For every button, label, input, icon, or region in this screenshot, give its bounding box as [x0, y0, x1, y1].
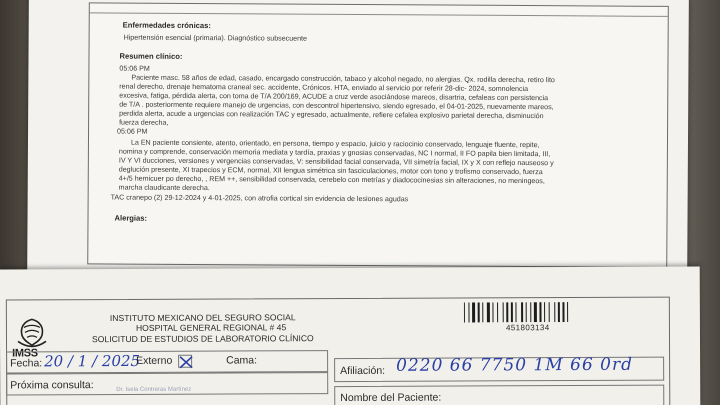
- barcode-bar: [478, 302, 480, 322]
- institution-name: INSTITUTO MEXICANO DEL SEGURO SOCIAL: [109, 312, 296, 324]
- barcode-bar: [492, 302, 493, 322]
- barcode-bar: [521, 302, 523, 322]
- proxima-consulta-label: Próxima consulta:: [10, 379, 94, 392]
- exam-line: marcha claudicante derecha.: [118, 183, 210, 193]
- barcode-bar: [511, 302, 513, 322]
- summary-line: Paciente masc. 58 años de edad, casado, encargado construcción, tabaco y alcohol negado, no alergias. Qx. rodilla derecha, retiro lito: [131, 73, 555, 85]
- lab-request-form: [0, 266, 700, 405]
- externo-label: Externo: [136, 354, 173, 367]
- imss-logo-text: IMSS: [12, 347, 38, 360]
- barcode-bar: [506, 302, 508, 322]
- exam-line: IV Y VI ducciones, versiones y vergencias conservadas, V: sensibilidad facial conservada, VII simetría facial, IX y X con reflejo nauseoso y: [118, 156, 554, 168]
- summary-line: de T/A . posteriormente requiere manejo de urgencias, con descontrol hipertensivo, siendo egresado, el 04-01-2025, nuevamente mareos,: [119, 100, 554, 112]
- exam-line: 4+/5 hemicuer po derecho, , REM ++, sensibilidad conservada, cerebelo con metrías y diadococinesias sin alteraciones, no meningeos,: [118, 174, 545, 186]
- barcode-bar: [549, 302, 550, 322]
- allergies-heading: Alergias:: [114, 213, 148, 223]
- form-title: SOLICITUD DE ESTUDIOS DE LABORATORIO CLÍNICO: [91, 333, 314, 345]
- barcode-number: 451803134: [505, 323, 550, 333]
- barcode-bar: [497, 302, 498, 322]
- barcode-bar: [472, 302, 475, 322]
- summary-heading: Resumen clínico:: [119, 51, 183, 61]
- cama-label: Cama:: [226, 354, 258, 367]
- afiliacion-value[interactable]: 0220 66 7750 1M 66 0rd: [396, 354, 634, 376]
- externo-checkbox[interactable]: [178, 355, 192, 368]
- barcode-bar: [539, 302, 541, 322]
- barcode: [464, 302, 586, 323]
- exam-line: La EN paciente consiente, atento, orientado, en persona, tiempo y espacio, juicio y raciocinio conservado, lenguaje fluente, repite,: [130, 138, 540, 150]
- time-stamp-2: 05:06 PM: [117, 127, 148, 136]
- exam-line: deglución presente, XI trapecios y ECM, normal, XII lengua simétrica sin fasciculaciones, motor con tono y trofismo conservado, fuerza: [118, 165, 543, 177]
- summary-line: fuerza derecha,: [119, 118, 169, 127]
- barcode-bar: [515, 302, 516, 322]
- barcode-bar: [567, 302, 568, 322]
- clinical-note-sheet: [27, 0, 689, 286]
- tac-line: TAC cranepo (2) 29-12-2024 y 4-01-2025, con atrofia cortical sin evidencia de lesiones agudas: [110, 193, 409, 204]
- afiliacion-label: Afiliación:: [340, 364, 386, 378]
- doctor-stamp: Dr. Isela Contreras Martínez: [116, 386, 192, 394]
- barcode-bar: [530, 302, 531, 322]
- barcode-bar: [544, 302, 545, 322]
- chronic-diseases-heading: Enfermedades crónicas:: [122, 20, 211, 31]
- barcode-bar: [464, 302, 465, 322]
- barcode-bar: [558, 302, 560, 322]
- nombre-paciente-label: Nombre del Paciente:: [340, 391, 442, 405]
- summary-line: excesiva, fatiga, pérdida alerta, con toma de T/A 200/169, ACUDE a cruz verde asociándose mareos, disartria, cefaleas con persistencia: [119, 91, 549, 103]
- clinical-note-box: [87, 2, 669, 268]
- barcode-bar: [503, 302, 504, 322]
- exam-line: nomina y comprende, conservación memoria mediata y tardía, praxias y gnosias conservadas, NC I normal, II FO papila bien limitada, III,: [118, 147, 551, 159]
- top-rule: [90, 3, 668, 17]
- barcode-bar: [534, 302, 537, 322]
- hospital-name: HOSPITAL GENERAL REGIONAL # 45: [135, 322, 287, 333]
- barcode-bar: [554, 302, 555, 322]
- summary-line: renal derecho, drenaje hematoma craneal sec. accidente, Crónicos. HTA, enviado al servicio por referir 28-dic- 2024, somnolencia: [119, 82, 529, 94]
- barcode-bar: [526, 302, 527, 322]
- summary-line: perdida alerta, acude a urgencias con realización TAC y egresado, actualmente, refiere cefalea explosivo parietal derecha, disminución: [119, 109, 544, 121]
- time-stamp-1: 05:06 PM: [119, 64, 150, 73]
- barcode-bar: [562, 302, 564, 322]
- barcode-bar: [487, 302, 490, 322]
- chronic-diseases-text: Hipertensión esencial (primaria). Diagnóstico subsecuente: [123, 33, 307, 43]
- fecha-value[interactable]: 20 / 1 / 2025: [44, 351, 141, 371]
- barcode-bar: [482, 302, 483, 322]
- fecha-label: Fecha:: [10, 357, 43, 370]
- barcode-bar: [468, 302, 469, 322]
